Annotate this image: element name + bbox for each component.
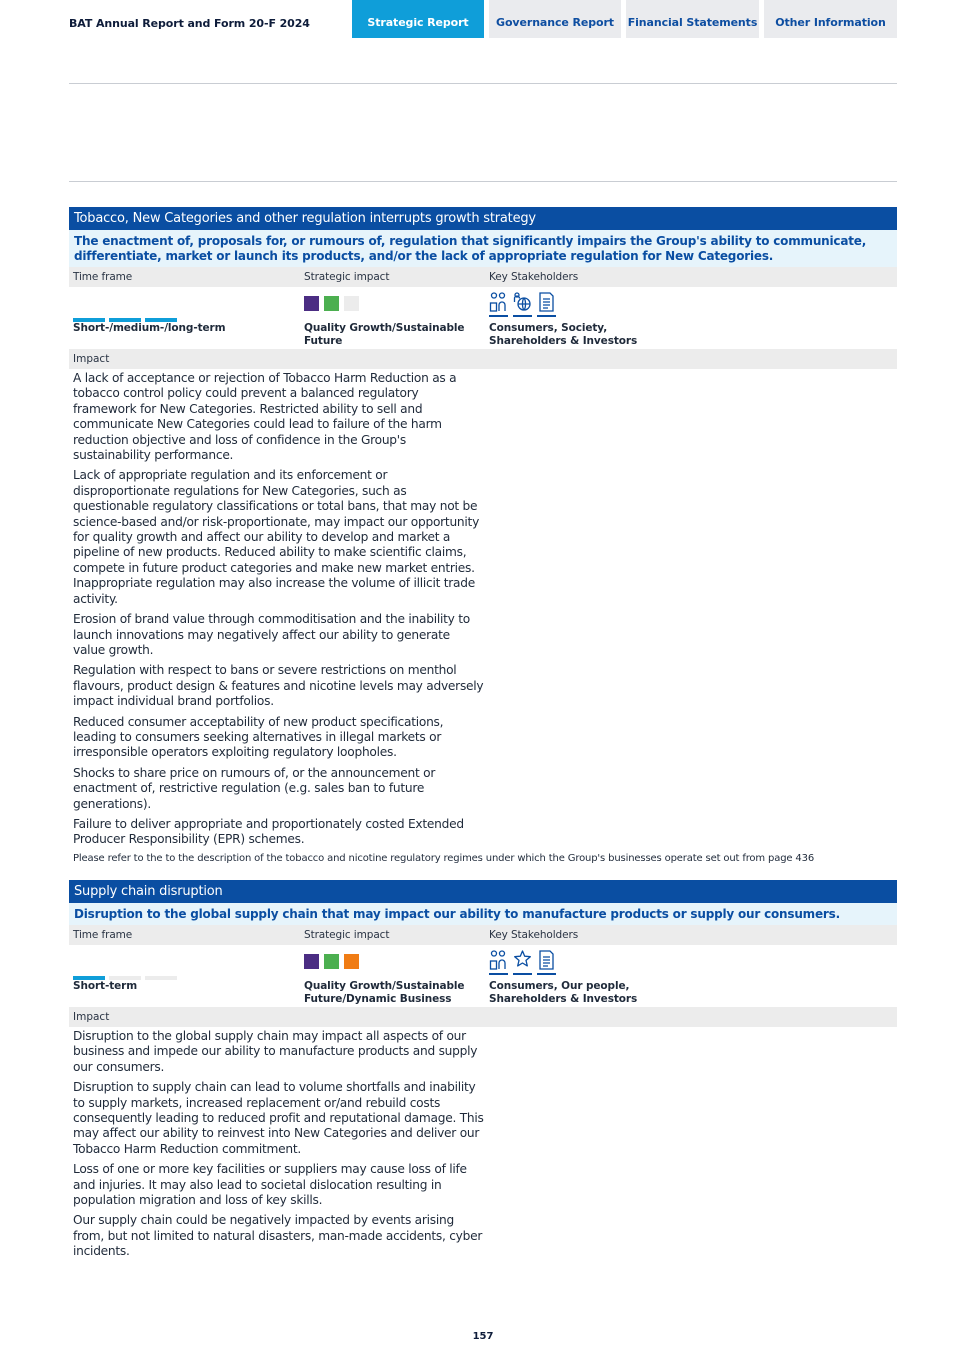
risk-card-supply-chain [69, 880, 897, 1265]
strategic-impact-square-3 [344, 954, 359, 969]
key-stakeholders-heading: Key Stakeholders [489, 929, 579, 941]
impact-paragraph: Loss of one or more key facilities or suppliers may cause loss of life and injuries. It may also lead to societal dislocation resulting in population migration and loss of key skills. [73, 1162, 467, 1208]
risk-attributes-header [69, 925, 897, 945]
impact-paragraph: Lack of appropriate regulation and its enforcement or disproportionate regulations for New Categories, such as questionable regulatory classifications or total bans, that may not be science-based and/or risk-proportionate, may impact our opportunity for quality growth and affect our ability to develop and market a pipeline of new products. Reduced ability to make scientific claims, compete in future product categories and make new market entries. Inappropriate regulation may also increase the volume of illicit trade activity. [73, 468, 480, 606]
impact-text [69, 1027, 485, 1260]
risk-title: Supply chain disruption [69, 880, 897, 903]
impact-paragraph: Regulation with respect to bans or severe restrictions on menthol flavours, product design & features and nicotine levels may adversely impact individual brand portfolios. [73, 663, 484, 709]
risk-attributes [69, 287, 897, 349]
key-stakeholders-value: Consumers, Society, Shareholders & Investors [489, 322, 638, 347]
strategic-impact-square-3 [344, 296, 359, 311]
stakeholder-icons [489, 949, 561, 975]
impact-heading: Impact [69, 349, 897, 369]
impact-paragraph: Disruption to the global supply chain may impact all aspects of our business and impede our ability to manufacture products and supply our consumers. [73, 1029, 478, 1074]
impact-paragraph: Reduced consumer acceptability of new product specifications, leading to consumers seeking alternatives in illegal markets or irresponsible operators exploiting regulatory loopholes. [73, 714, 444, 760]
impact-paragraph: Disruption to supply chain can lead to volume shortfalls and inability to supply markets, increased replacement or/and rebuild costs consequently leading to reduced profit and reputational damage. This may affect our ability to reinvest into New Categories and deliver our Tobacco Harm Reduction commitment. [73, 1080, 484, 1156]
strategic-impact-heading: Strategic impact [304, 271, 390, 283]
impact-heading: Impact [69, 1007, 897, 1027]
risk-title: Tobacco, New Categories and other regulation interrupts growth strategy [69, 207, 897, 230]
impact-paragraph: Our supply chain could be negatively impacted by events arising from, but not limited to natural disasters, man-made accidents, cyber incidents. [73, 1213, 483, 1259]
strategic-impact-square-2 [324, 296, 339, 311]
document-title: BAT Annual Report and Form 20-F 2024 [69, 17, 310, 30]
time-frame-value: Short-/medium-/long-term [73, 322, 226, 334]
society-icon [513, 291, 532, 317]
risk-attributes [69, 945, 897, 1007]
key-stakeholders-heading: Key Stakeholders [489, 271, 579, 283]
time-frame-indicator [73, 307, 181, 312]
risk-card-regulation [69, 207, 897, 864]
time-frame-value: Short-term [73, 980, 138, 992]
impact-text [69, 369, 485, 848]
stakeholder-icons [489, 291, 561, 317]
divider-middle [69, 181, 897, 182]
impact-paragraph: Erosion of brand value through commoditisation and the inability to launch innovations may negatively affect our ability to generate value growth. [73, 612, 470, 657]
shareholders-icon [537, 949, 556, 975]
risk-description: The enactment of, proposals for, or rumours of, regulation that significantly impairs the Group's ability to communicate, differentiate, market or launch its products, and/or the lack of appropriate regulation for New Categories. [69, 230, 897, 267]
page-number: 157 [472, 1331, 494, 1342]
strategic-impact-value: Quality Growth/Sustainable Future/Dynamic Business [304, 980, 465, 1005]
top-navigation [0, 0, 966, 40]
divider-top [69, 83, 897, 84]
strategic-impact-value: Quality Growth/Sustainable Future [304, 322, 465, 347]
risk-description: Disruption to the global supply chain that may impact our ability to manufacture products or supply our consumers. [69, 903, 897, 925]
strategic-impact-square-1 [304, 296, 319, 311]
strategic-impact-square-2 [324, 954, 339, 969]
impact-paragraph: Failure to deliver appropriate and proportionately costed Extended Producer Responsibility (EPR) schemes. [73, 816, 464, 847]
time-frame-indicator [73, 965, 181, 970]
strategic-impact-square-1 [304, 954, 319, 969]
tab-financial-statements[interactable]: Financial Statements [626, 0, 759, 38]
time-frame-bar-long [145, 976, 177, 980]
tab-other-information[interactable]: Other Information [764, 0, 897, 38]
consumers-icon [489, 291, 508, 317]
tab-governance-report[interactable]: Governance Report [489, 0, 621, 38]
risk-attributes-header [69, 267, 897, 287]
regulation-reference-note: Please refer to the to the description of the tobacco and nicotine regulatory regimes under which the Group's businesses operate set out from page 436 [73, 852, 815, 864]
impact-paragraph: Shocks to share price on rumours of, or the announcement or enactment of, restrictive regulation (e.g. sales ban to future generations). [73, 765, 436, 811]
shareholders-icon [537, 291, 556, 317]
time-frame-heading: Time frame [73, 271, 133, 283]
impact-paragraph: A lack of acceptance or rejection of Tobacco Harm Reduction as a tobacco control policy could prevent a balanced regulatory framework for New Categories. Restricted ability to sell and communicate New Categories could lead to failure of the harm reduction objective and loss of confidence in the Group's sustainability performance. [73, 371, 457, 463]
consumers-icon [489, 949, 508, 975]
tab-strategic-report[interactable]: Strategic Report [352, 0, 484, 38]
our-people-icon [513, 949, 532, 975]
key-stakeholders-value: Consumers, Our people, Shareholders & Investors [489, 980, 638, 1005]
time-frame-heading: Time frame [73, 929, 133, 941]
strategic-impact-heading: Strategic impact [304, 929, 390, 941]
